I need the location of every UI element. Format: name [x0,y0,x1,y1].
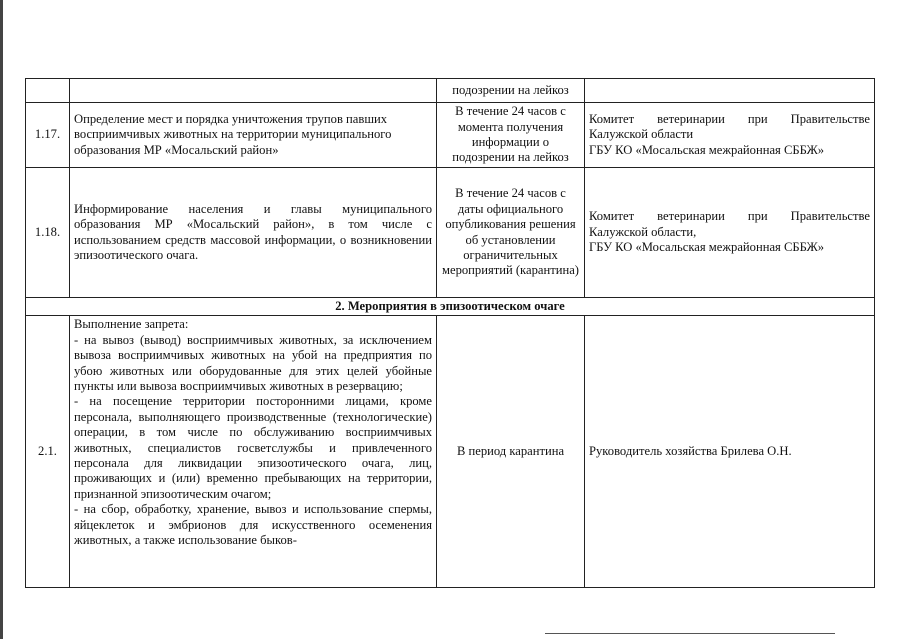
row-responsible: Руководитель хозяйства Брилева О.Н. [585,316,875,588]
table-row-1-18 [26,168,875,298]
row-number: 1.18. [26,168,70,298]
signature-line [545,633,835,634]
row-responsible: Комитет ветеринарии при Правительстве Калужской области ГБУ КО «Мосальская межрайонная СББЖ» [585,103,875,168]
row-deadline: В течение 24 часов с момента получения информации о подозрении на лейкоз [437,103,585,168]
section-title: 2. Мероприятия в эпизоотическом очаге [26,298,875,316]
row-action: Определение мест и порядка уничтожения трупов павших восприимчивых животных на территории муниципального образования МР «Мосальский район» [70,103,437,168]
row-number: 2.1. [26,316,70,588]
measures-table [25,78,875,588]
page-left-edge [0,0,3,639]
row-action: Информирование населения и главы муниципального образования МР «Мосальский район», в том числе с использованием средств массовой информации, о возникновении эпизоотического очага. [70,168,437,298]
row-action [70,79,437,103]
row-number [26,79,70,103]
table-row-2-1 [26,316,875,588]
row-deadline: В период карантина [437,316,585,588]
section-header-row [26,298,875,316]
row-number: 1.17. [26,103,70,168]
row-action: Выполнение запрета: - на вывоз (вывод) восприимчивых животных, за исключением вывоза восприимчивых животных на убой на предприятия по убою животных или оборудованные для этих целей убойные пункты или вывоза восприимчивых животных в резервацию; - на посещение территории посторонними лицами, кроме персонала, выполняющего производственные (технологические) операции, в том числе по обслуживанию восприимчивых животных, специалистов госветслужбы и привлеченного персонала для ликвидации эпизоотического очага, лиц, проживающих и (или) временно пребывающих на территории, признанной эпизоотическим очагом; - на сбор, обработку, хранение, вывоз и использование спермы, яйцеклеток и эмбрионов для искусственного осеменения животных, а также использование быков- [70,316,437,588]
table-row-continuation [26,79,875,103]
table-row-1-17 [26,103,875,168]
row-responsible [585,79,875,103]
row-responsible: Комитет ветеринарии при Правительстве Калужской области, ГБУ КО «Мосальская межрайонная СББЖ» [585,168,875,298]
row-deadline: В течение 24 часов с даты официального опубликования решения об установлении ограничительных мероприятий (карантина) [437,168,585,298]
row-deadline: подозрении на лейкоз [437,79,585,103]
